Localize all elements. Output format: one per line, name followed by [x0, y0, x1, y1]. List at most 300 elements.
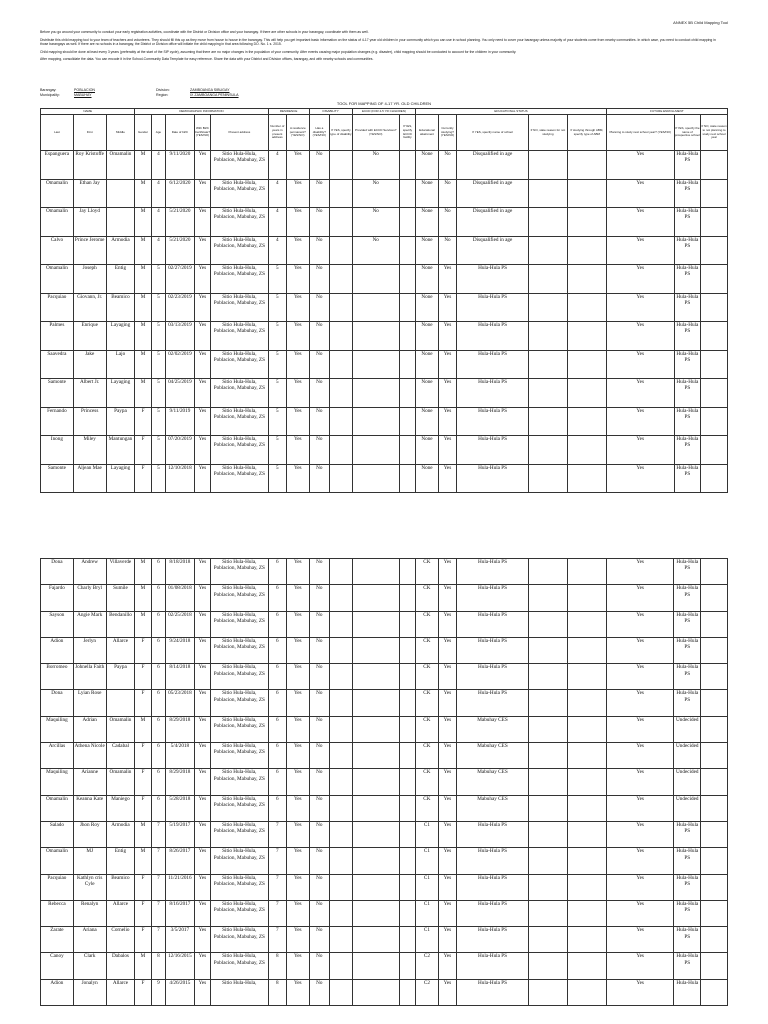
eccd-services-cell — [352, 900, 399, 926]
educational-attainment-cell: C2 — [416, 979, 439, 1005]
instruction-paragraph: After mapping, consolidate the data. You can encode it in the School-Community Data Template for easy reference. Share the data with your District and Division offices, barangay, and with nearby schools and communities. — [40, 57, 374, 62]
disability-type-cell — [330, 821, 353, 847]
column-header: If YES, specify type of disability — [330, 115, 353, 151]
last-name-cell: Dona — [41, 690, 74, 716]
has-disability-cell: No — [309, 436, 330, 465]
present-address-cell: Sitio Hula-Hula, Poblacion, Mabuhay, ZS — [211, 874, 268, 900]
eccd-services-cell — [352, 953, 399, 979]
annex-label: ANNEX 5B Child Mapping Tool — [673, 20, 728, 25]
eccd-services-cell — [352, 464, 399, 493]
educational-attainment-cell: None — [416, 436, 439, 465]
age-cell: 5 — [151, 350, 165, 379]
gender-cell: F — [135, 436, 151, 465]
present-address-cell: Sitio Hula-Hula, Poblacion, Mabuhay, ZS — [211, 379, 268, 408]
table-row — [41, 690, 728, 716]
has-disability-cell: No — [309, 637, 330, 663]
age-cell: 6 — [151, 664, 165, 690]
gender-cell: M — [135, 821, 151, 847]
present-address-cell: Sitio Hula-Hula, Poblacion, Mabuhay, ZS — [211, 208, 268, 237]
column-header: If YES, specify name of school — [457, 115, 529, 151]
eccd-facility-cell — [399, 821, 415, 847]
not-planning-reason-cell — [701, 322, 728, 351]
educational-attainment-cell: None — [416, 379, 439, 408]
age-cell: 6 — [151, 795, 165, 821]
middle-name-cell: Entig — [106, 265, 135, 294]
date-of-birth-cell: 6/12/2020 — [166, 179, 195, 208]
date-of-birth-cell: 5/19/2017 — [166, 821, 195, 847]
middle-name-cell: Omamalin — [106, 151, 135, 180]
birth-certificate-cell: Yes — [194, 179, 210, 208]
abm-type-cell — [567, 637, 606, 663]
table-row — [41, 637, 728, 663]
gender-cell: M — [135, 350, 151, 379]
date-of-birth-cell: 8/29/2018 — [166, 716, 195, 742]
age-cell: 6 — [151, 611, 165, 637]
present-address-cell: Sitio Hula-Hula, Poblacion, Mabuhay, ZS — [211, 637, 268, 663]
age-cell: 7 — [151, 927, 165, 953]
currently-studying-cell: Yes — [438, 585, 456, 611]
educational-attainment-cell: CK — [416, 585, 439, 611]
first-name-cell: Jonalyn — [73, 979, 106, 1005]
age-cell: 8 — [151, 953, 165, 979]
table-row — [41, 979, 728, 1005]
disability-type-cell — [330, 322, 353, 351]
abm-type-cell — [567, 848, 606, 874]
educational-attainment-cell: CK — [416, 743, 439, 769]
age-cell: 6 — [151, 690, 165, 716]
birth-certificate-cell: Yes — [194, 716, 210, 742]
plan-to-study-cell: Yes — [606, 979, 674, 1005]
educational-attainment-cell: CK — [416, 611, 439, 637]
not-planning-reason-cell — [701, 585, 728, 611]
residence-permanent-cell: Yes — [287, 151, 310, 180]
date-of-birth-cell: 4/26/2015 — [166, 979, 195, 1005]
abm-type-cell — [567, 322, 606, 351]
gender-cell: F — [135, 743, 151, 769]
plan-to-study-cell: Yes — [606, 848, 674, 874]
has-disability-cell: No — [309, 379, 330, 408]
gender-cell: F — [135, 874, 151, 900]
plan-to-study-cell: Yes — [606, 664, 674, 690]
educational-attainment-cell: None — [416, 265, 439, 294]
eccd-services-cell — [352, 559, 399, 585]
table-row — [41, 151, 728, 180]
not-studying-reason-cell — [528, 769, 567, 795]
not-planning-reason-cell — [701, 927, 728, 953]
table-row — [41, 350, 728, 379]
gender-cell: M — [135, 208, 151, 237]
years-at-address-cell: 6 — [268, 690, 286, 716]
not-planning-reason-cell — [701, 611, 728, 637]
disability-type-cell — [330, 585, 353, 611]
last-name-cell: Adion — [41, 637, 74, 663]
not-studying-reason-cell — [528, 927, 567, 953]
column-header: Number of years in present address — [268, 115, 286, 151]
table-row — [41, 379, 728, 408]
abm-type-cell — [567, 716, 606, 742]
age-cell: 6 — [151, 769, 165, 795]
table-row — [41, 464, 728, 493]
years-at-address-cell: 5 — [268, 350, 286, 379]
has-disability-cell: No — [309, 236, 330, 265]
residence-permanent-cell: Yes — [286, 769, 309, 795]
currently-studying-cell: No — [438, 208, 456, 237]
eccd-services-cell — [352, 350, 399, 379]
disability-type-cell — [330, 979, 353, 1005]
date-of-birth-cell: 04/25/2019 — [166, 379, 195, 408]
plan-to-study-cell: Yes — [606, 208, 674, 237]
column-header: If NO, state reason for not studying — [528, 115, 567, 151]
not-studying-reason-cell — [528, 821, 567, 847]
age-cell: 6 — [151, 637, 165, 663]
disability-type-cell — [330, 769, 353, 795]
eccd-services-cell — [352, 716, 399, 742]
last-name-cell: Espanguera — [41, 151, 74, 180]
school-name-cell: Hula-Hula PS — [457, 664, 529, 690]
first-name-cell: Adrian — [73, 716, 106, 742]
abm-type-cell — [567, 236, 606, 265]
last-name-cell: Omamalin — [41, 848, 74, 874]
currently-studying-cell: Yes — [438, 821, 456, 847]
birth-certificate-cell: Yes — [194, 769, 210, 795]
first-name-cell: Lyian Rose — [73, 690, 106, 716]
age-cell: 5 — [151, 436, 165, 465]
date-of-birth-cell: 02/23/2019 — [166, 293, 195, 322]
years-at-address-cell: 5 — [268, 265, 286, 294]
municipality-value: MABUHAY — [74, 93, 92, 97]
present-address-cell: Sitio Hula-Hula, Poblacion, Mabuhay, ZS — [211, 151, 268, 180]
currently-studying-cell: Yes — [438, 379, 456, 408]
date-of-birth-cell: 12/10/2018 — [166, 464, 195, 493]
has-disability-cell: No — [309, 585, 330, 611]
prospective-school-cell: Hula-Hula PS — [674, 265, 701, 294]
plan-to-study-cell: Yes — [606, 179, 674, 208]
present-address-cell: Sitio Hula-Hula, Poblacion, Mabuhay, ZS — [211, 769, 268, 795]
not-planning-reason-cell — [701, 293, 728, 322]
eccd-services-cell — [352, 436, 399, 465]
prospective-school-cell: Undecided — [674, 769, 701, 795]
last-name-cell: Omamalin — [41, 795, 74, 821]
page-break — [0, 540, 768, 550]
first-name-cell: Miley — [73, 436, 106, 465]
school-name-cell: Mabuhay CES — [457, 769, 529, 795]
instruction-paragraph: Child mapping should be done at least every 3 years (preferably at the start of the SIP cycle), assuming that there are no major changes in the population of your community. After events causing major population changes (e.g. disaster), child mapping should be conducted to account for the children in your community. — [40, 49, 517, 54]
eccd-facility-cell — [399, 559, 415, 585]
educational-attainment-cell: None — [416, 407, 439, 436]
date-of-birth-cell: 5/4/2018 — [166, 743, 195, 769]
middle-name-cell: Paypa — [106, 664, 135, 690]
currently-studying-cell: Yes — [438, 953, 456, 979]
date-of-birth-cell: 03/13/2019 — [166, 322, 195, 351]
region-value: IX ZAMBOANGA PENINSULA — [190, 93, 239, 97]
years-at-address-cell: 6 — [268, 795, 286, 821]
age-cell: 6 — [151, 743, 165, 769]
educational-attainment-cell: CK — [416, 690, 439, 716]
gender-cell: M — [135, 151, 151, 180]
middle-name-cell: Entig — [106, 848, 135, 874]
school-name-cell: Hula-Hula PS — [457, 322, 529, 351]
middle-name-cell: Maniego — [106, 795, 135, 821]
residence-permanent-cell: Yes — [286, 927, 309, 953]
residence-permanent-cell: Yes — [286, 900, 309, 926]
disability-type-cell — [330, 379, 353, 408]
table-row — [41, 179, 728, 208]
birth-certificate-cell: Yes — [194, 379, 210, 408]
currently-studying-cell: Yes — [438, 716, 456, 742]
eccd-facility-cell — [399, 795, 415, 821]
currently-studying-cell: Yes — [438, 464, 456, 493]
years-at-address-cell: 5 — [268, 293, 286, 322]
date-of-birth-cell: 9/24/2018 — [166, 637, 195, 663]
eccd-services-cell: No — [352, 179, 399, 208]
group-future: FUTURE ENROLLMENT — [606, 109, 727, 115]
plan-to-study-cell: Yes — [606, 953, 674, 979]
has-disability-cell: No — [309, 350, 330, 379]
residence-permanent-cell: Yes — [287, 322, 310, 351]
first-name-cell: Keanna Kate — [73, 795, 106, 821]
school-name-cell: Hula-Hula PS — [457, 436, 529, 465]
mapping-table-page1 — [40, 108, 728, 493]
barangay-label: Barangay: — [40, 88, 57, 92]
not-studying-reason-cell — [528, 848, 567, 874]
date-of-birth-cell: 12/16/2015 — [166, 953, 195, 979]
gender-cell: F — [135, 979, 151, 1005]
middle-name-cell: Paypa — [106, 407, 135, 436]
educational-attainment-cell: CK — [416, 559, 439, 585]
has-disability-cell: No — [309, 293, 330, 322]
table-row — [41, 664, 728, 690]
school-name-cell: Hula-Hula PS — [457, 265, 529, 294]
gender-cell: F — [135, 900, 151, 926]
gender-cell: M — [135, 585, 151, 611]
age-cell: 7 — [151, 821, 165, 847]
prospective-school-cell: Hula-Hula PS — [674, 900, 701, 926]
date-of-birth-cell: 02/02/2019 — [166, 350, 195, 379]
not-planning-reason-cell — [701, 436, 728, 465]
table-row — [41, 559, 728, 585]
last-name-cell: Maquiling — [41, 769, 74, 795]
years-at-address-cell: 7 — [268, 927, 286, 953]
first-name-cell: Arianne — [73, 769, 106, 795]
first-name-cell: Giovann, Jr. — [73, 293, 106, 322]
present-address-cell: Sitio Hula-Hula, Poblacion, Mabuhay, ZS — [211, 559, 268, 585]
birth-certificate-cell: Yes — [194, 350, 210, 379]
present-address-cell: Sitio Hula-Hula, Poblacion, Mabuhay, ZS — [211, 690, 268, 716]
disability-type-cell — [330, 874, 353, 900]
years-at-address-cell: 5 — [268, 407, 286, 436]
has-disability-cell: No — [309, 769, 330, 795]
years-at-address-cell: 6 — [268, 716, 286, 742]
age-cell: 4 — [151, 208, 165, 237]
table-row — [41, 795, 728, 821]
not-studying-reason-cell — [528, 293, 567, 322]
first-name-cell: Clark — [73, 953, 106, 979]
not-planning-reason-cell — [701, 208, 728, 237]
not-studying-reason-cell — [528, 265, 567, 294]
gender-cell: F — [135, 690, 151, 716]
educational-attainment-cell: None — [416, 350, 439, 379]
years-at-address-cell: 7 — [268, 848, 286, 874]
date-of-birth-cell: 8/14/2018 — [166, 664, 195, 690]
age-cell: 4 — [151, 236, 165, 265]
gender-cell: M — [135, 611, 151, 637]
not-planning-reason-cell — [701, 265, 728, 294]
residence-permanent-cell: Yes — [287, 464, 310, 493]
prospective-school-cell: Undecided — [674, 795, 701, 821]
date-of-birth-cell: 8/16/2017 — [166, 900, 195, 926]
not-studying-reason-cell — [528, 953, 567, 979]
educational-attainment-cell: None — [416, 179, 439, 208]
has-disability-cell: No — [309, 690, 330, 716]
abm-type-cell — [567, 293, 606, 322]
age-cell: 6 — [151, 585, 165, 611]
currently-studying-cell: Yes — [438, 559, 456, 585]
has-disability-cell: No — [309, 716, 330, 742]
not-planning-reason-cell — [701, 848, 728, 874]
column-header: If YES, specify ECCD facility — [399, 115, 415, 151]
plan-to-study-cell: Yes — [606, 637, 674, 663]
first-name-cell: Ariana — [73, 927, 106, 953]
not-studying-reason-cell — [528, 795, 567, 821]
residence-permanent-cell: Yes — [286, 611, 309, 637]
years-at-address-cell: 7 — [268, 900, 286, 926]
abm-type-cell — [567, 690, 606, 716]
last-name-cell: Inong — [41, 436, 74, 465]
age-cell: 7 — [151, 874, 165, 900]
disability-type-cell — [330, 848, 353, 874]
not-studying-reason-cell — [528, 436, 567, 465]
birth-certificate-cell: Yes — [194, 874, 210, 900]
column-header: Currently studying? (YES/NO) — [438, 115, 456, 151]
residence-permanent-cell: Yes — [286, 848, 309, 874]
abm-type-cell — [567, 874, 606, 900]
gender-cell: F — [135, 664, 151, 690]
date-of-birth-cell: 05/23/2018 — [166, 690, 195, 716]
birth-certificate-cell: Yes — [194, 611, 210, 637]
eccd-services-cell — [352, 611, 399, 637]
disability-type-cell — [330, 900, 353, 926]
residence-permanent-cell: Yes — [287, 208, 310, 237]
last-name-cell: Fernando — [41, 407, 74, 436]
abm-type-cell — [567, 769, 606, 795]
middle-name-cell — [106, 690, 135, 716]
table-row — [41, 236, 728, 265]
birth-certificate-cell: Yes — [194, 900, 210, 926]
birth-certificate-cell: Yes — [194, 795, 210, 821]
birth-certificate-cell: Yes — [194, 464, 210, 493]
eccd-services-cell — [352, 265, 399, 294]
first-name-cell: Charly Bryl — [73, 585, 106, 611]
first-name-cell: Angie Mark — [73, 611, 106, 637]
location-info — [40, 88, 340, 98]
eccd-facility-cell — [399, 900, 415, 926]
last-name-cell: Rebecca — [41, 900, 74, 926]
birth-certificate-cell: Yes — [194, 559, 210, 585]
middle-name-cell: Cornelio — [106, 927, 135, 953]
school-name-cell: Mabuhay CES — [457, 716, 529, 742]
eccd-services-cell — [352, 379, 399, 408]
disability-type-cell — [330, 637, 353, 663]
abm-type-cell — [567, 151, 606, 180]
barangay-value: POBLACION — [74, 88, 95, 92]
currently-studying-cell: Yes — [438, 322, 456, 351]
table-row — [41, 407, 728, 436]
not-studying-reason-cell — [528, 716, 567, 742]
column-header: Provided with ECCD Services? (YES/NO) — [352, 115, 399, 151]
prospective-school-cell: Hula-Hula PS — [674, 559, 701, 585]
table-row — [41, 900, 728, 926]
prospective-school-cell: Hula-Hula PS — [674, 407, 701, 436]
years-at-address-cell: 4 — [268, 236, 286, 265]
eccd-services-cell: No — [352, 208, 399, 237]
not-planning-reason-cell — [701, 179, 728, 208]
first-name-cell: Athena Nicole — [73, 743, 106, 769]
currently-studying-cell: Yes — [438, 848, 456, 874]
prospective-school-cell: Hula-Hula PS — [674, 322, 701, 351]
disability-type-cell — [330, 236, 353, 265]
currently-studying-cell: Yes — [438, 690, 456, 716]
disability-type-cell — [330, 795, 353, 821]
eccd-facility-cell — [399, 690, 415, 716]
residence-permanent-cell: Yes — [286, 821, 309, 847]
disability-type-cell — [330, 350, 353, 379]
birth-certificate-cell: Yes — [194, 664, 210, 690]
years-at-address-cell: 5 — [268, 379, 286, 408]
currently-studying-cell: No — [438, 179, 456, 208]
abm-type-cell — [567, 821, 606, 847]
not-planning-reason-cell — [701, 979, 728, 1005]
educational-attainment-cell: CK — [416, 716, 439, 742]
school-name-cell: Hula-Hula PS — [457, 350, 529, 379]
gender-cell: F — [135, 637, 151, 663]
has-disability-cell: No — [309, 407, 330, 436]
not-studying-reason-cell — [528, 900, 567, 926]
residence-permanent-cell: Yes — [286, 979, 309, 1005]
column-header: Has a disability? (YES/NO) — [309, 115, 330, 151]
prospective-school-cell: Hula-Hula PS — [674, 953, 701, 979]
eccd-facility-cell — [399, 379, 415, 408]
not-studying-reason-cell — [528, 464, 567, 493]
last-name-cell: Dona — [41, 559, 74, 585]
age-cell: 5 — [151, 322, 165, 351]
residence-permanent-cell: Yes — [286, 585, 309, 611]
plan-to-study-cell: Yes — [606, 795, 674, 821]
disability-type-cell — [330, 464, 353, 493]
has-disability-cell: No — [309, 265, 330, 294]
birth-certificate-cell: Yes — [194, 236, 210, 265]
disability-type-cell — [330, 293, 353, 322]
not-planning-reason-cell — [701, 464, 728, 493]
not-planning-reason-cell — [701, 743, 728, 769]
table-row — [41, 611, 728, 637]
has-disability-cell: No — [309, 848, 330, 874]
plan-to-study-cell: Yes — [606, 690, 674, 716]
last-name-cell: Samonte — [41, 379, 74, 408]
not-studying-reason-cell — [528, 179, 567, 208]
date-of-birth-cell: 11/21/2016 — [166, 874, 195, 900]
birth-certificate-cell: Yes — [194, 585, 210, 611]
present-address-cell: Sitio Hula-Hula, Poblacion, Mabuhay, ZS — [211, 236, 268, 265]
plan-to-study-cell: Yes — [606, 379, 674, 408]
disability-type-cell — [330, 690, 353, 716]
age-cell: 7 — [151, 848, 165, 874]
residence-permanent-cell: Yes — [286, 874, 309, 900]
disability-type-cell — [330, 743, 353, 769]
not-studying-reason-cell — [528, 559, 567, 585]
not-studying-reason-cell — [528, 743, 567, 769]
first-name-cell: Andrew — [73, 559, 106, 585]
eccd-facility-cell — [399, 637, 415, 663]
